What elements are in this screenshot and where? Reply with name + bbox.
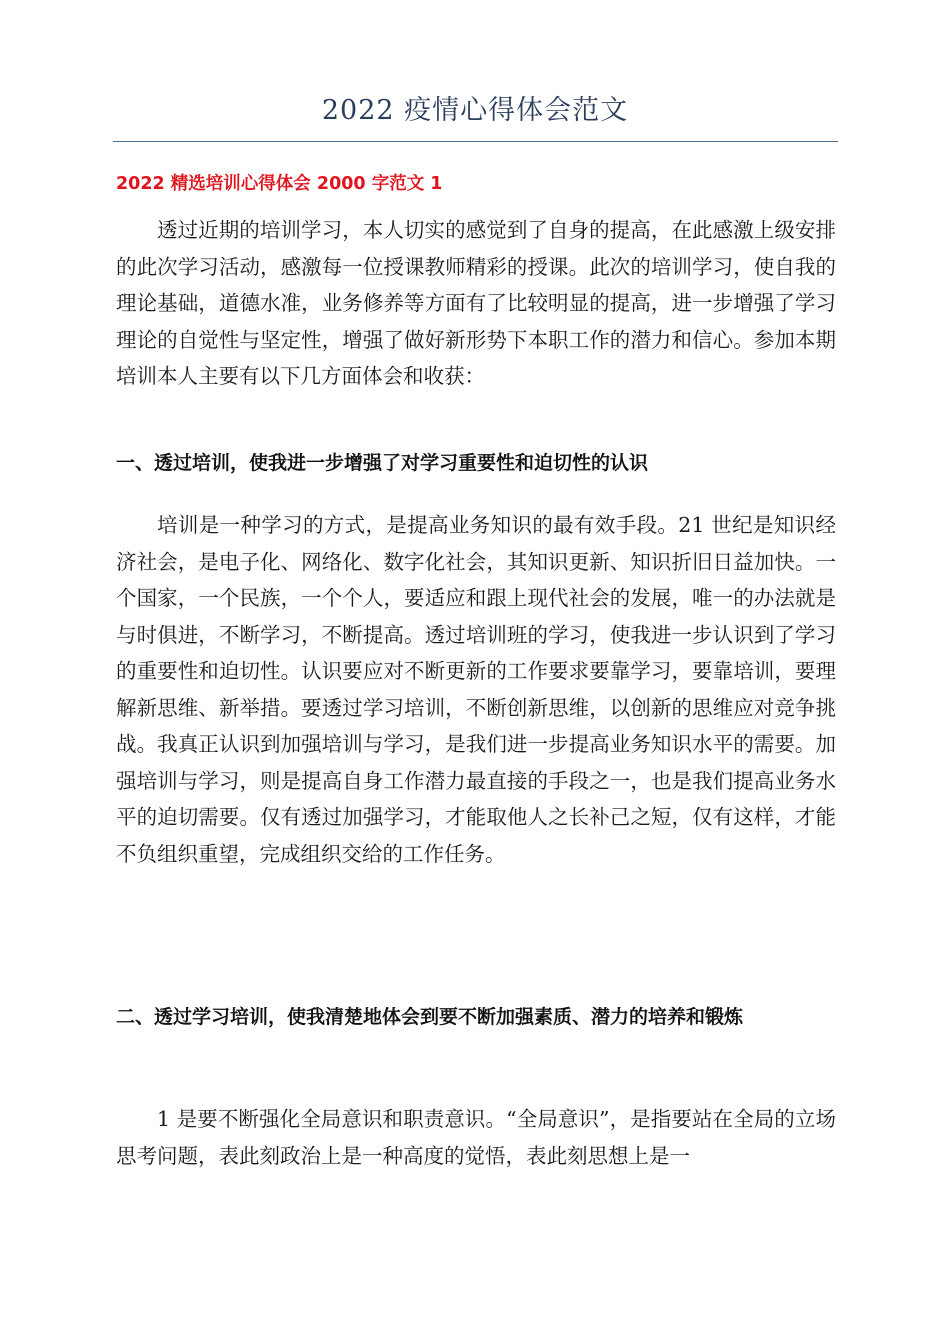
paragraph-three: 1 是要不断强化全局意识和职责意识。“全局意识”，是指要站在全局的立场思考问题，表此刻政治上是一种高度的觉悟，表此刻思想上是一 <box>116 1107 836 1168</box>
intro-paragraph: 透过近期的培训学习，本人切实的感觉到了自身的提高，在此感激上级安排的此次学习活动，感激每一位授课教师精彩的授课。此次的培训学习，使自我的理论基础，道德水准，业务修养等方面有了比较明显的提高，进一步增强了学习理论的自觉性与坚定性，增强了做好新形势下本职工作的潜力和信心。参加本期培训本人主要有以下几方面体会和收获： <box>116 218 836 388</box>
paragraph-two: 培训是一种学习的方式，是提高业务知识的最有效手段。21 世纪是知识经济社会，是电子化、网络化、数字化社会，其知识更新、知识折旧日益加快。一个国家，一个民族，一个个人，要适应和跟上现代社会的发展，唯一的办法就是与时俱进，不断学习，不断提高。透过培训班的学习，使我进一步认识到了学习的重要性和迫切性。认识要应对不断更新的工作要求要靠学习，要靠培训，要理解新思维、新举措。要透过学习培训，不断创新思维，以创新的思维应对竞争挑战。我真正认识到加强培训与学习，是我们进一步提高业务知识水平的需要。加强培训与学习，则是提高自身工作潜力最直接的手段之一，也是我们提高业务水平的迫切需要。仅有透过加强学习，才能取他人之长补己之短，仅有这样，才能不负组织重望，完成组织交给的工作任务。 <box>116 513 836 866</box>
subheading-one: 一、透过培训，使我进一步增强了对学习重要性和迫切性的认识 <box>116 452 649 474</box>
section-heading: 2022 精选培训心得体会 2000 字范文 1 <box>116 174 443 194</box>
subheading-two: 二、透过学习培训，使我清楚地体会到要不断加强素质、潜力的培养和锻炼 <box>116 1006 744 1028</box>
document-title: 2022 疫情心得体会范文 <box>321 95 629 126</box>
title-divider <box>113 141 838 142</box>
